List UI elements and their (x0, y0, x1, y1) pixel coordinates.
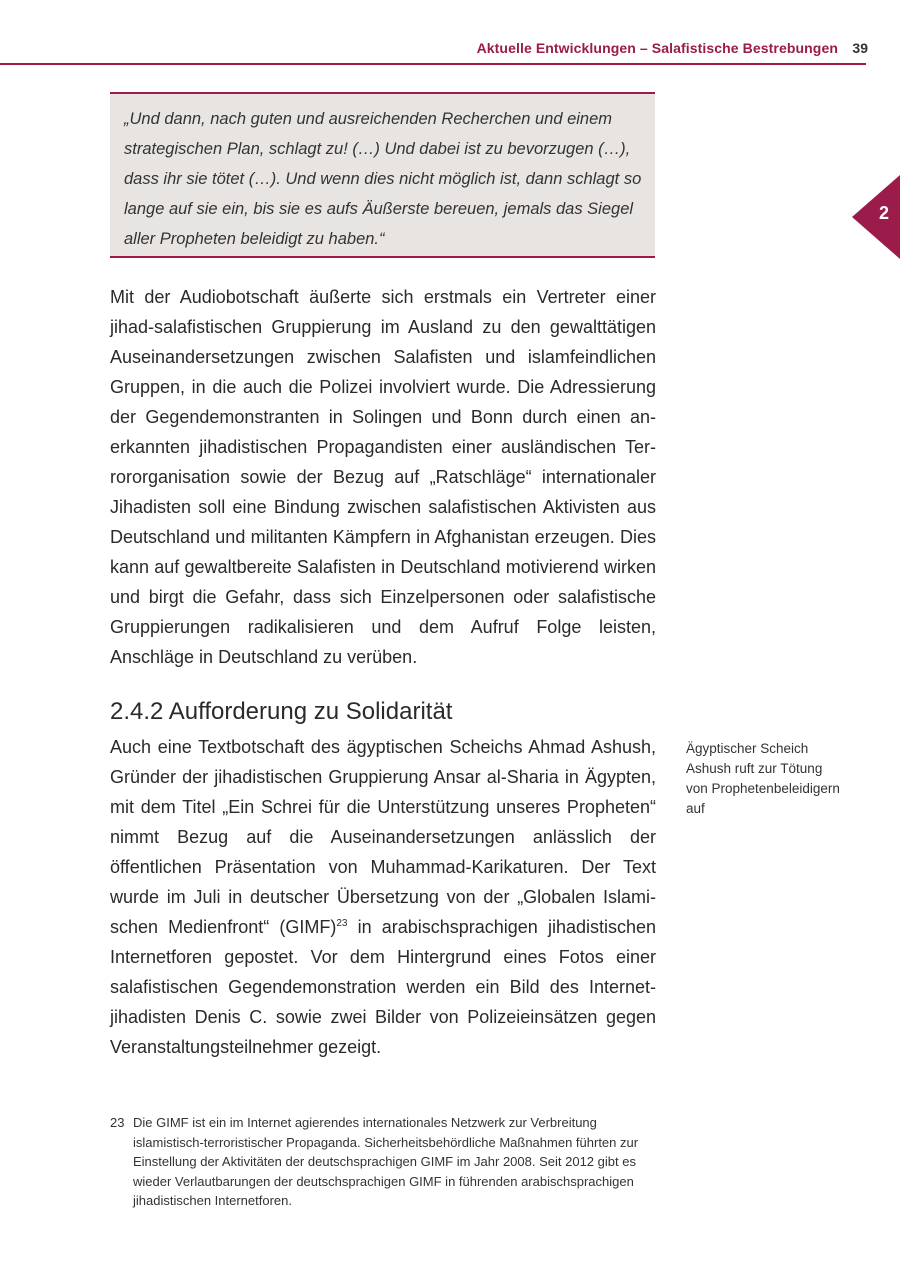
paragraph-2-text-end: in arabischsprachigen jihadistischen Internetforen gepostet. Vor dem Hintergrund eines Fotos einer salafistischen Gegendemonstration werden ein Bild des Internetjihadisten Denis C. sowie zwei Bilder von Polizeieinsätzen gegen Veranstaltungsteilnehmer gezeigt. (110, 917, 657, 1057)
body-paragraph-2 (110, 732, 656, 1062)
footnote (110, 1113, 660, 1211)
header-rule (0, 63, 866, 65)
running-header-title: Aktuelle Entwicklungen – Salafistische Bestrebungen (476, 40, 838, 56)
footnote-number: 23 (110, 1115, 125, 1130)
footnote-text: Die GIMF ist ein im Internet agierendes internationales Netzwerk zur Verbreitung islamistisch-terroristischer Propaganda. Sicherheitsbehördliche Maßnahmen führten zur Einstellung der Aktivitäten der deutschsprachigen GIMF im Jahr 2008. Seit 2012 gibt es wieder Verlautbarungen der deutschsprachigen GIMF in führenden arabischsprachigen jihadistischen Internetforen. (133, 1115, 639, 1208)
body-paragraph-1: Mit der Audiobotschaft äußerte sich erstmals ein Vertreter einer jihad-salafistischen Gruppierung im Ausland zu den gewalttätigen Auseinandersetzungen zwischen Salafisten und islamfeindlichen Gruppen, in die auch die Polizei involviert wurde. Die Adressierung der Gegendemonstranten in Solingen und Bonn durch einen anerkannten jihadistischen Propagandisten einer ausländischen Terrororganisation sowie der Bezug auf „Ratschläge“ internationaler Jihadisten soll eine Bindung zwischen salafistischen Aktivisten aus Deutschland und militanten Kämpfern in Afghanistan erzeugen. Dies kann auf gewaltbereite Salafisten in Deutschland motivierend wirken und birgt die Gefahr, dass sich Einzelpersonen oder salafistische Gruppierungen radikalisieren und dem Aufruf Folge leisten, Anschläge in Deutschland zu verüben. (110, 287, 656, 667)
section-heading: 2.4.2 Aufforderung zu Solidarität (110, 698, 453, 725)
quote-box (110, 92, 655, 258)
chapter-number: 2 (878, 203, 889, 223)
footnote-reference[interactable]: 23 (336, 918, 348, 929)
marginal-note: Ägyptischer Scheich Ashush ruft zur Tötung von Prophetenbeleidigern auf (686, 741, 840, 816)
page-number: 39 (852, 40, 868, 56)
chapter-tab (852, 175, 900, 259)
quote-text: „Und dann, nach guten und ausreichenden Recherchen und einem strategischen Plan, schlagt zu! (…) Und dabei ist zu bevorzugen (…), dass ihr sie tötet (…). Und wenn dies nicht möglich ist, dann schlagt so lange auf sie ein, bis sie es aufs Äußerste bereuen, jemals das Siegel aller Propheten beleidigt zu haben.“ (124, 110, 642, 248)
paragraph-2-text-start: Auch eine Textbotschaft des ägyptischen Scheichs Ahmad Ashush, Gründer der jihadistischen Gruppierung Ansar al-Sharia in Ägypten, mit dem Titel „Ein Schrei für die Unterstützung unseres Propheten“ nimmt Bezug auf die Auseinandersetzungen anlässlich der öffentlichen Präsentation von Muhammad-Karikaturen. Der Text wurde im Juli in deutscher Übersetzung von der „Globalen Islamischen Medienfront“ (GIMF) (110, 737, 656, 937)
